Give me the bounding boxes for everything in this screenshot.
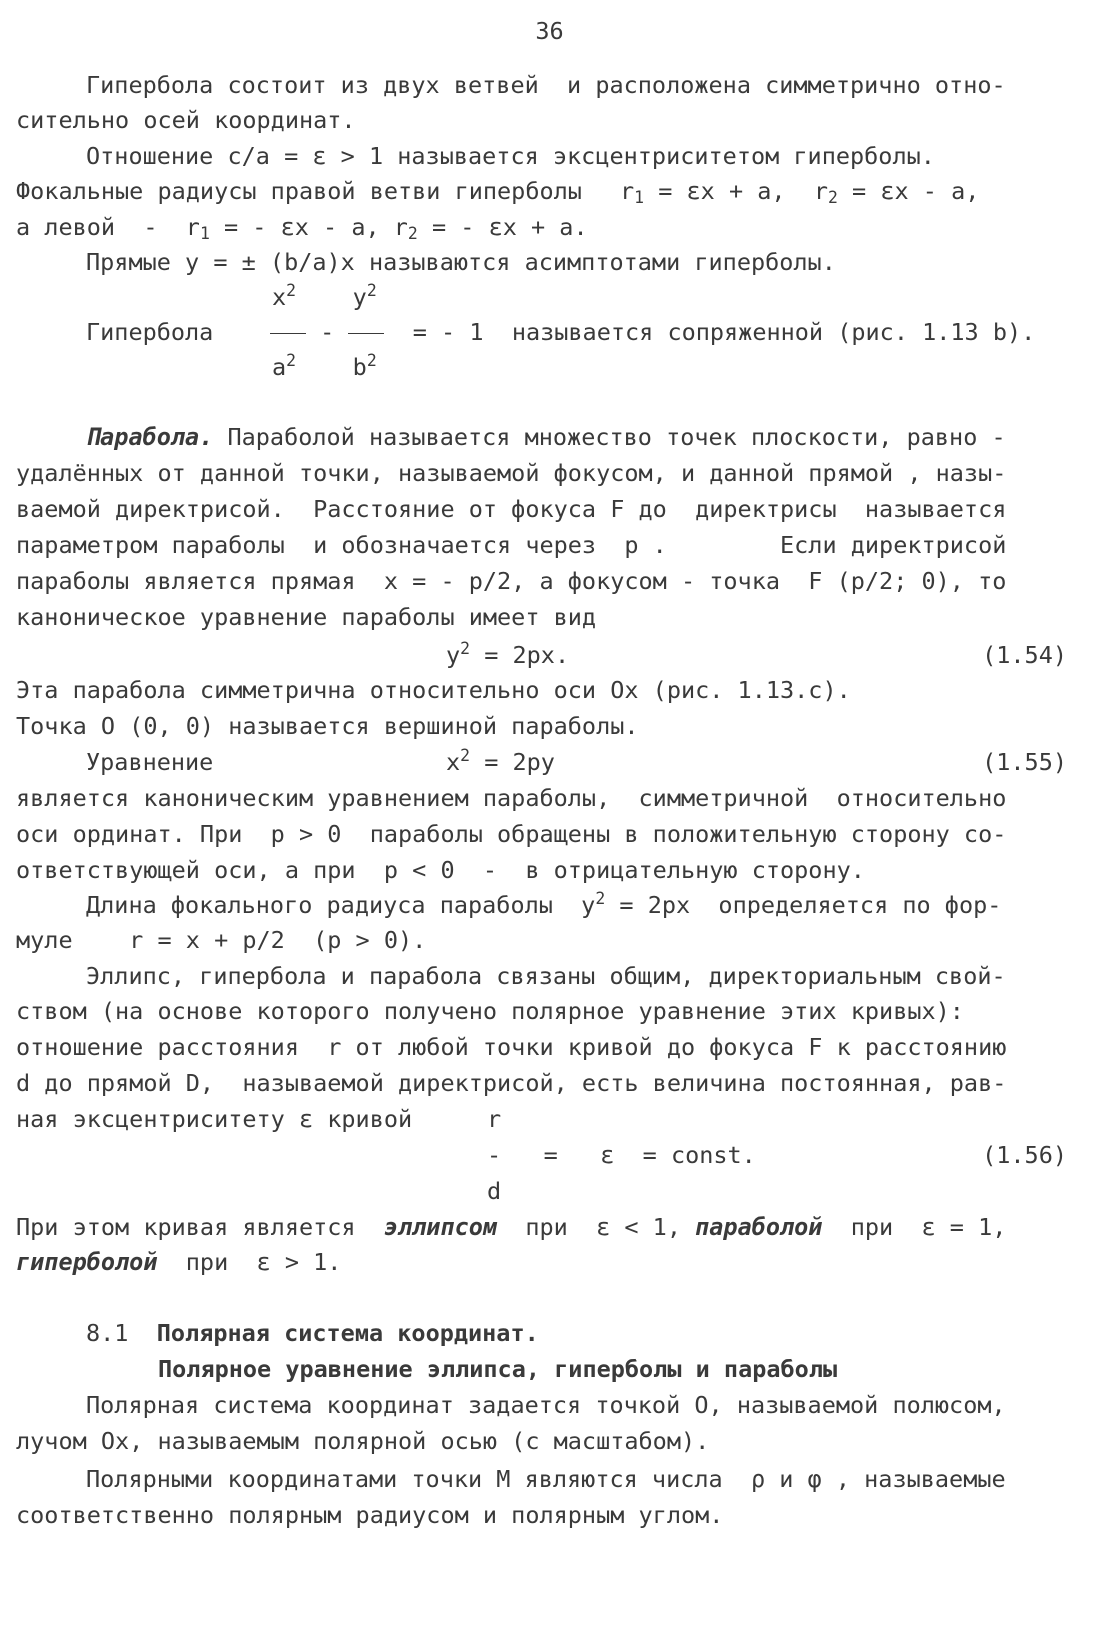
section-number: 8.1 — [86, 1319, 129, 1347]
term-ellipse: эллипсом — [383, 1213, 498, 1241]
text-line: удалённых от данной точки, называемой фокусом, и данной прямой , назы- — [16, 459, 1007, 487]
text-line: Отношение с/а = ε > 1 называется эксцентриситетом гиперболы. — [86, 142, 935, 170]
page-number: 36 — [535, 17, 564, 45]
text-line: отношение расстояния r от любой точки кривой до фокуса F к расстоянию — [16, 1033, 1007, 1061]
text-line: лучом Ox, называемым полярной осью (с масштабом). — [16, 1427, 710, 1455]
term-parabola: параболой — [695, 1213, 823, 1241]
text-line: d до прямой D, называемой директрисой, есть величина постоянная, рав- — [16, 1069, 1007, 1097]
text-line: Точка O (0, 0) называется вершиной параболы. — [16, 712, 639, 740]
text-line: параметром параболы и обозначается через p . Если директрисой — [16, 531, 1007, 559]
focal-radii-left: а левой - $r_1$ = - εx - a, $r_2$ = - εx + a. — [16, 213, 588, 244]
term-parabola: Парабола. — [86, 423, 214, 451]
parabola-definition: Парабола. Параболой называется множество точек плоскости, равно - — [86, 423, 1006, 451]
classification-line: При этом кривая является эллипсом при ε < 1, параболой при ε = 1, — [16, 1213, 1007, 1241]
focal-length-line: Длина фокального радиуса параболы $y^2 = 2px$ определяется по фор- — [86, 888, 1002, 919]
conjugate-label: Гипербола — [86, 318, 214, 346]
text-line: ством (на основе которого получено полярное уравнение этих кривых): — [16, 997, 964, 1025]
equation-1-55: $x^2 = 2py$ — [446, 745, 555, 776]
focal-radii-right: $r_1 = \varepsilon x + a$, $r_2 = \varepsilon x - a$, — [620, 177, 980, 208]
text-line: является каноническим уравнением параболы, симметричной относительно — [16, 784, 1007, 812]
text-line: ная эксцентриситету ε кривой — [16, 1105, 413, 1133]
text-line: муле r = x + p/2 (p > 0). — [16, 926, 427, 954]
classification-line: гиперболой при ε > 1. — [16, 1248, 342, 1276]
equation-label: Уравнение — [86, 748, 214, 776]
text-line: Полярными координатами точки M являются числа ρ и φ , называемые — [86, 1465, 1006, 1493]
asymptotes-line: Прямые y = ± (b/a)x называются асимптотами гиперболы. — [86, 248, 836, 276]
text-line: соответственно полярным радиусом и полярным углом. — [16, 1501, 724, 1529]
section-heading — [86, 1318, 539, 1348]
equation-1-54: $y^2 = 2px$. — [446, 638, 570, 669]
equation-number: (1.55) — [982, 748, 1067, 776]
equation-number: (1.54) — [982, 641, 1067, 669]
fraction-numerator: $x^2$ $y^2$ — [272, 280, 377, 311]
text-line: ваемой директрисой. Расстояние от фокуса F до директрисы называется — [16, 495, 1007, 523]
conjugate-formula: - = - 1 называется сопряженной (рис. 1.13 b). — [270, 317, 1035, 347]
text-line: Полярная система координат задается точкой O, называемой полюсом, — [86, 1391, 1006, 1419]
text-line: каноническое уравнение параболы имеет вид — [16, 603, 597, 631]
text-line: Эллипс, гипербола и парабола связаны общим, директориальным свой- — [86, 962, 1006, 990]
text-line: параболы является прямая x = - p/2, а фокусом - точка F (p/2; 0), то — [16, 567, 1007, 595]
section-subtitle: Полярное уравнение эллипса, гиперболы и параболы — [158, 1355, 838, 1383]
text-line: сительно осей координат. — [16, 106, 356, 134]
text-line: Гипербола состоит из двух ветвей и расположена симметрично отно- — [86, 71, 1006, 99]
fraction-denominator: $a^2$ $b^2$ — [272, 350, 377, 381]
text-line: ответствующей оси, а при p < 0 - в отрицательную сторону. — [16, 856, 865, 884]
equation-number: (1.56) — [982, 1141, 1067, 1169]
text-line: оси ординат. При p > 0 параболы обращены в положительную сторону со- — [16, 820, 1007, 848]
text-line: Эта парабола симметрична относительно оси Ox (рис. 1.13.c). — [16, 676, 851, 704]
equation-1-56: - = ε = const. — [487, 1141, 756, 1169]
term-hyperbola: гиперболой — [16, 1248, 158, 1276]
section-title: Полярная система координат. — [156, 1319, 539, 1347]
fraction-numerator: r — [487, 1105, 502, 1133]
fraction-denominator: d — [487, 1177, 502, 1205]
text-line: Фокальные радиусы правой ветви гиперболы — [16, 177, 582, 205]
